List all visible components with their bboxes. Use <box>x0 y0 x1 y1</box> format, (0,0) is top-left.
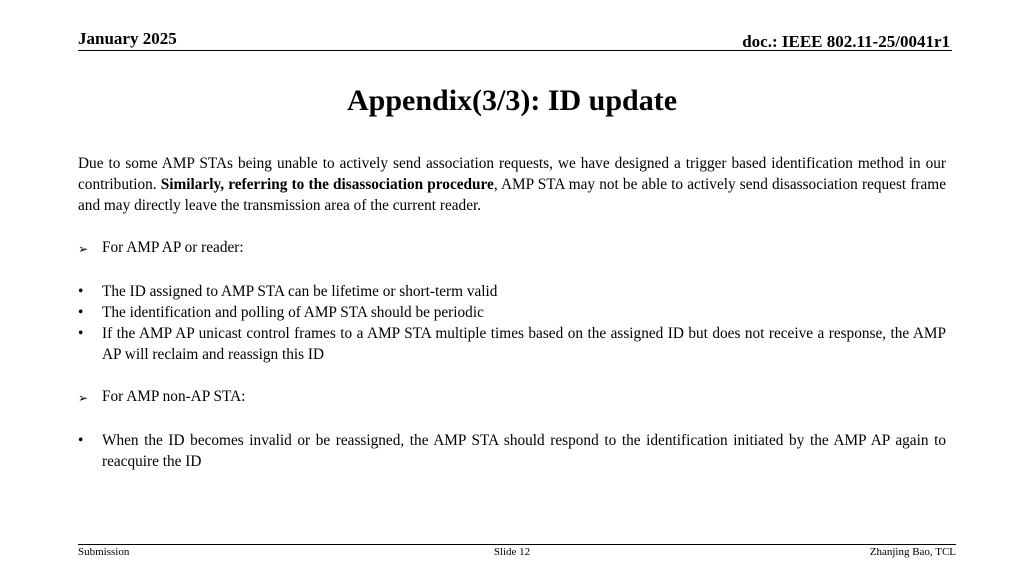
arrow-bullet-icon: ➢ <box>78 391 89 405</box>
bullet-icon: • <box>78 325 84 342</box>
section-nonap-list <box>78 430 946 472</box>
list-item <box>78 430 946 472</box>
intro-text-1: Due to some AMP STAs being unable to actively send association requests, we have designed a trigger based identification method in our contribution. <box>78 155 946 193</box>
list-item <box>78 281 946 302</box>
section-nonap-heading-text: For AMP non-AP STA: <box>102 388 246 405</box>
list-item-text: If the AMP AP unicast control frames to a AMP STA multiple times based on the assigned ID but does not receive a response, the AMP AP will reclaim and reassign this ID <box>102 325 946 363</box>
header-doc-id: doc.: IEEE 802.11-25/0041r1 <box>742 32 950 51</box>
section-ap-list <box>78 281 946 365</box>
list-item-text: The ID assigned to AMP STA can be lifetime or short-term valid <box>102 283 498 300</box>
section-ap-heading <box>78 237 946 260</box>
arrow-bullet-icon: ➢ <box>78 242 89 256</box>
footer-submission: Submission <box>78 546 130 558</box>
list-item <box>78 323 946 365</box>
list-item-text: The identification and polling of AMP STA should be periodic <box>102 304 484 321</box>
bullet-icon: • <box>78 432 84 449</box>
section-ap-heading-text: For AMP AP or reader: <box>102 239 244 256</box>
footer-slide-number: Slide 12 <box>493 546 531 558</box>
intro-paragraph <box>78 153 946 216</box>
bullet-icon: • <box>78 304 84 321</box>
intro-bold-text: Similarly, referring to the disassociation procedure <box>160 176 494 193</box>
header-date: January 2025 <box>78 29 177 48</box>
list-item <box>78 302 946 323</box>
footer-author: Zhanjing Bao, TCL <box>869 546 956 558</box>
slide-body <box>78 153 946 472</box>
footer-divider <box>78 544 956 545</box>
slide-title: Appendix(3/3): ID update <box>346 84 678 117</box>
list-item-text: When the ID becomes invalid or be reassigned, the AMP STA should respond to the identification initiated by the AMP AP again to reacquire the ID <box>102 432 946 470</box>
section-nonap-heading <box>78 386 946 409</box>
header-divider <box>78 50 952 51</box>
bullet-icon: • <box>78 283 84 300</box>
intro-text-2: , AMP STA may not be able to actively send disassociation request frame and may directly leave the transmission area of the current reader. <box>78 176 946 214</box>
